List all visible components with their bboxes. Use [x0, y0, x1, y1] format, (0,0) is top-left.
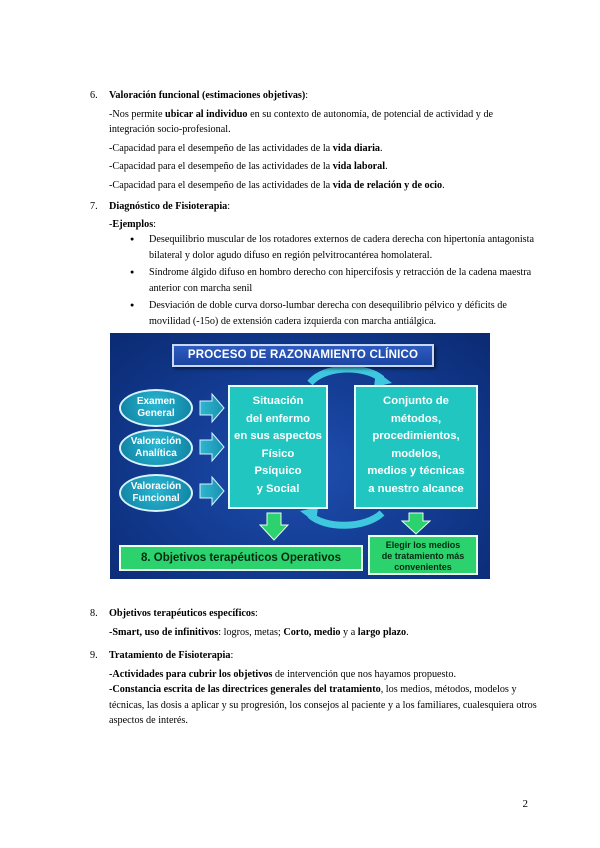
text: . — [385, 161, 388, 172]
paragraph — [90, 625, 540, 641]
oval-label: Valoración — [130, 481, 182, 492]
paragraph — [90, 141, 540, 157]
bold-text: Corto, medio — [283, 626, 341, 638]
section-7 — [90, 199, 540, 331]
oval-valoracion-funcional — [119, 474, 193, 512]
curved-arrow-bottom — [310, 513, 382, 525]
box-line: Físico — [261, 447, 295, 460]
oval-label: Funcional — [132, 493, 180, 504]
bold-text: vida laboral — [332, 161, 386, 172]
section-number: 6. — [90, 90, 98, 101]
arrow-down-left — [260, 513, 288, 540]
text: . — [406, 626, 409, 638]
list-item: ● Desviación de doble curva dorso-lumbar derecha con desequilibrio pélvico y déficits de movilidad (-15o) de extensión cadera izquierda con marcha antiálgica. — [128, 298, 540, 329]
section-9 — [90, 648, 540, 729]
text: : — [153, 218, 156, 230]
box-line: Conjunto de — [383, 395, 449, 407]
paragraph — [90, 107, 540, 138]
bold-text: vida diaria — [332, 142, 381, 154]
box-line: modelos, — [391, 447, 441, 460]
text: de intervención que nos hayamos propuesto. — [272, 668, 456, 680]
box-line: Psíquico — [254, 465, 302, 477]
oval-label: Valoración — [130, 436, 182, 447]
oval-examen-general — [119, 389, 193, 427]
box-line: Elegir los medios — [385, 540, 461, 550]
section-title: Diagnóstico de Fisioterapia — [109, 201, 228, 212]
text: . — [380, 142, 383, 154]
section-heading — [90, 199, 540, 215]
arrow-right-3 — [200, 477, 224, 505]
section-8 — [90, 606, 540, 640]
text: , los medios, métodos, modelos y técnicas, las dosis a aplicar y su progresión, los consejos al paciente y a los familiares, cualesquiera otros aspectos de interés. — [109, 684, 537, 726]
curved-arrow-top — [310, 369, 382, 383]
methods-box — [354, 385, 478, 509]
title-suffix: : — [305, 90, 309, 101]
box-line: en sus aspectos — [234, 430, 322, 442]
bold-text: -Smart, uso de infinitivos — [109, 626, 219, 638]
paragraph — [90, 159, 540, 175]
paragraph — [90, 178, 540, 194]
box-line: métodos, — [390, 412, 442, 425]
text: . — [442, 179, 445, 191]
box-line: procedimientos, — [372, 430, 460, 442]
examples-label — [90, 217, 540, 233]
text: : logros, metas; — [218, 626, 284, 638]
examples-list — [90, 232, 540, 329]
oval-label: Examen — [136, 396, 176, 407]
box-line: convenientes — [394, 562, 452, 572]
section-heading — [90, 88, 540, 104]
section-title: Valoración funcional (estimaciones objetivas) — [109, 90, 306, 101]
paragraph — [90, 667, 540, 683]
section-heading — [90, 648, 540, 664]
bold-text: vida de relación y de ocio — [332, 179, 443, 191]
box-line: medios y técnicas — [367, 465, 465, 477]
section-number: 7. — [90, 201, 98, 212]
text: -Nos permite — [109, 108, 166, 120]
list-item: ● Desequilibrio muscular de los rotadores externos de cadera derecha con hipertonía antagonista bilateral y dolor agudo difuso en región pelvitrocantérea homolateral. — [128, 232, 540, 263]
situation-box — [228, 385, 328, 509]
arrow-down-right — [402, 513, 430, 534]
box-line: a nuestro alcance — [368, 482, 464, 495]
text: - — [109, 218, 113, 230]
box-line: de tratamiento más — [381, 551, 465, 561]
section-6 — [90, 88, 540, 193]
text: en su contexto de autonomía, de potencial de actividad y de integración socio-profesional. — [109, 108, 494, 135]
bold-text: ubicar al individuo — [165, 108, 248, 120]
title-suffix: : — [227, 201, 231, 212]
arrow-right-1 — [200, 394, 224, 422]
oval-label: General — [137, 408, 175, 419]
box-line: Situación — [252, 395, 304, 407]
bold-text: largo plazo — [357, 626, 407, 638]
arrow-right-2 — [200, 433, 224, 461]
section-title: Tratamiento de Fisioterapia — [109, 650, 231, 661]
paragraph — [90, 682, 540, 729]
box-line: del enfermo — [245, 412, 311, 425]
section-number: 8. — [90, 608, 98, 619]
objectives-box: 8. Objetivos terapéuticos Operativos — [119, 545, 363, 571]
section-title: Objetivos terapéuticos específicos — [109, 608, 255, 619]
page-number: 2 — [522, 798, 528, 810]
text: -Capacidad para el desempeño de las actividades de la — [109, 161, 333, 172]
title-suffix: : — [230, 650, 234, 661]
bold-text: -Actividades para cubrir los objetivos — [109, 668, 273, 680]
oval-label: Analítica — [135, 448, 177, 459]
title-suffix: : — [255, 608, 258, 619]
text: -Capacidad para el desempeño de las actividades de la — [109, 179, 333, 191]
choose-means-box — [368, 535, 478, 575]
section-number: 9. — [90, 650, 98, 661]
oval-valoracion-analitica — [119, 429, 193, 467]
section-heading — [90, 606, 540, 622]
text: -Capacidad para el desempeño de las actividades de la — [109, 142, 333, 154]
list-item: ● Síndrome álgido difuso en hombro derecho con hipercifosis y retracción de la cadena maestra anterior con marcha senil — [128, 265, 540, 296]
arrowhead-bottom — [300, 507, 318, 523]
box-line: y Social — [256, 482, 300, 495]
diagram-title: PROCESO DE RAZONAMIENTO CLÍNICO — [172, 344, 434, 367]
bold-text: -Constancia escrita de las directrices generales del tratamiento — [109, 684, 381, 695]
text: y a — [340, 626, 358, 638]
bold-text: Ejemplos — [112, 218, 154, 230]
clinical-reasoning-diagram — [110, 333, 490, 579]
